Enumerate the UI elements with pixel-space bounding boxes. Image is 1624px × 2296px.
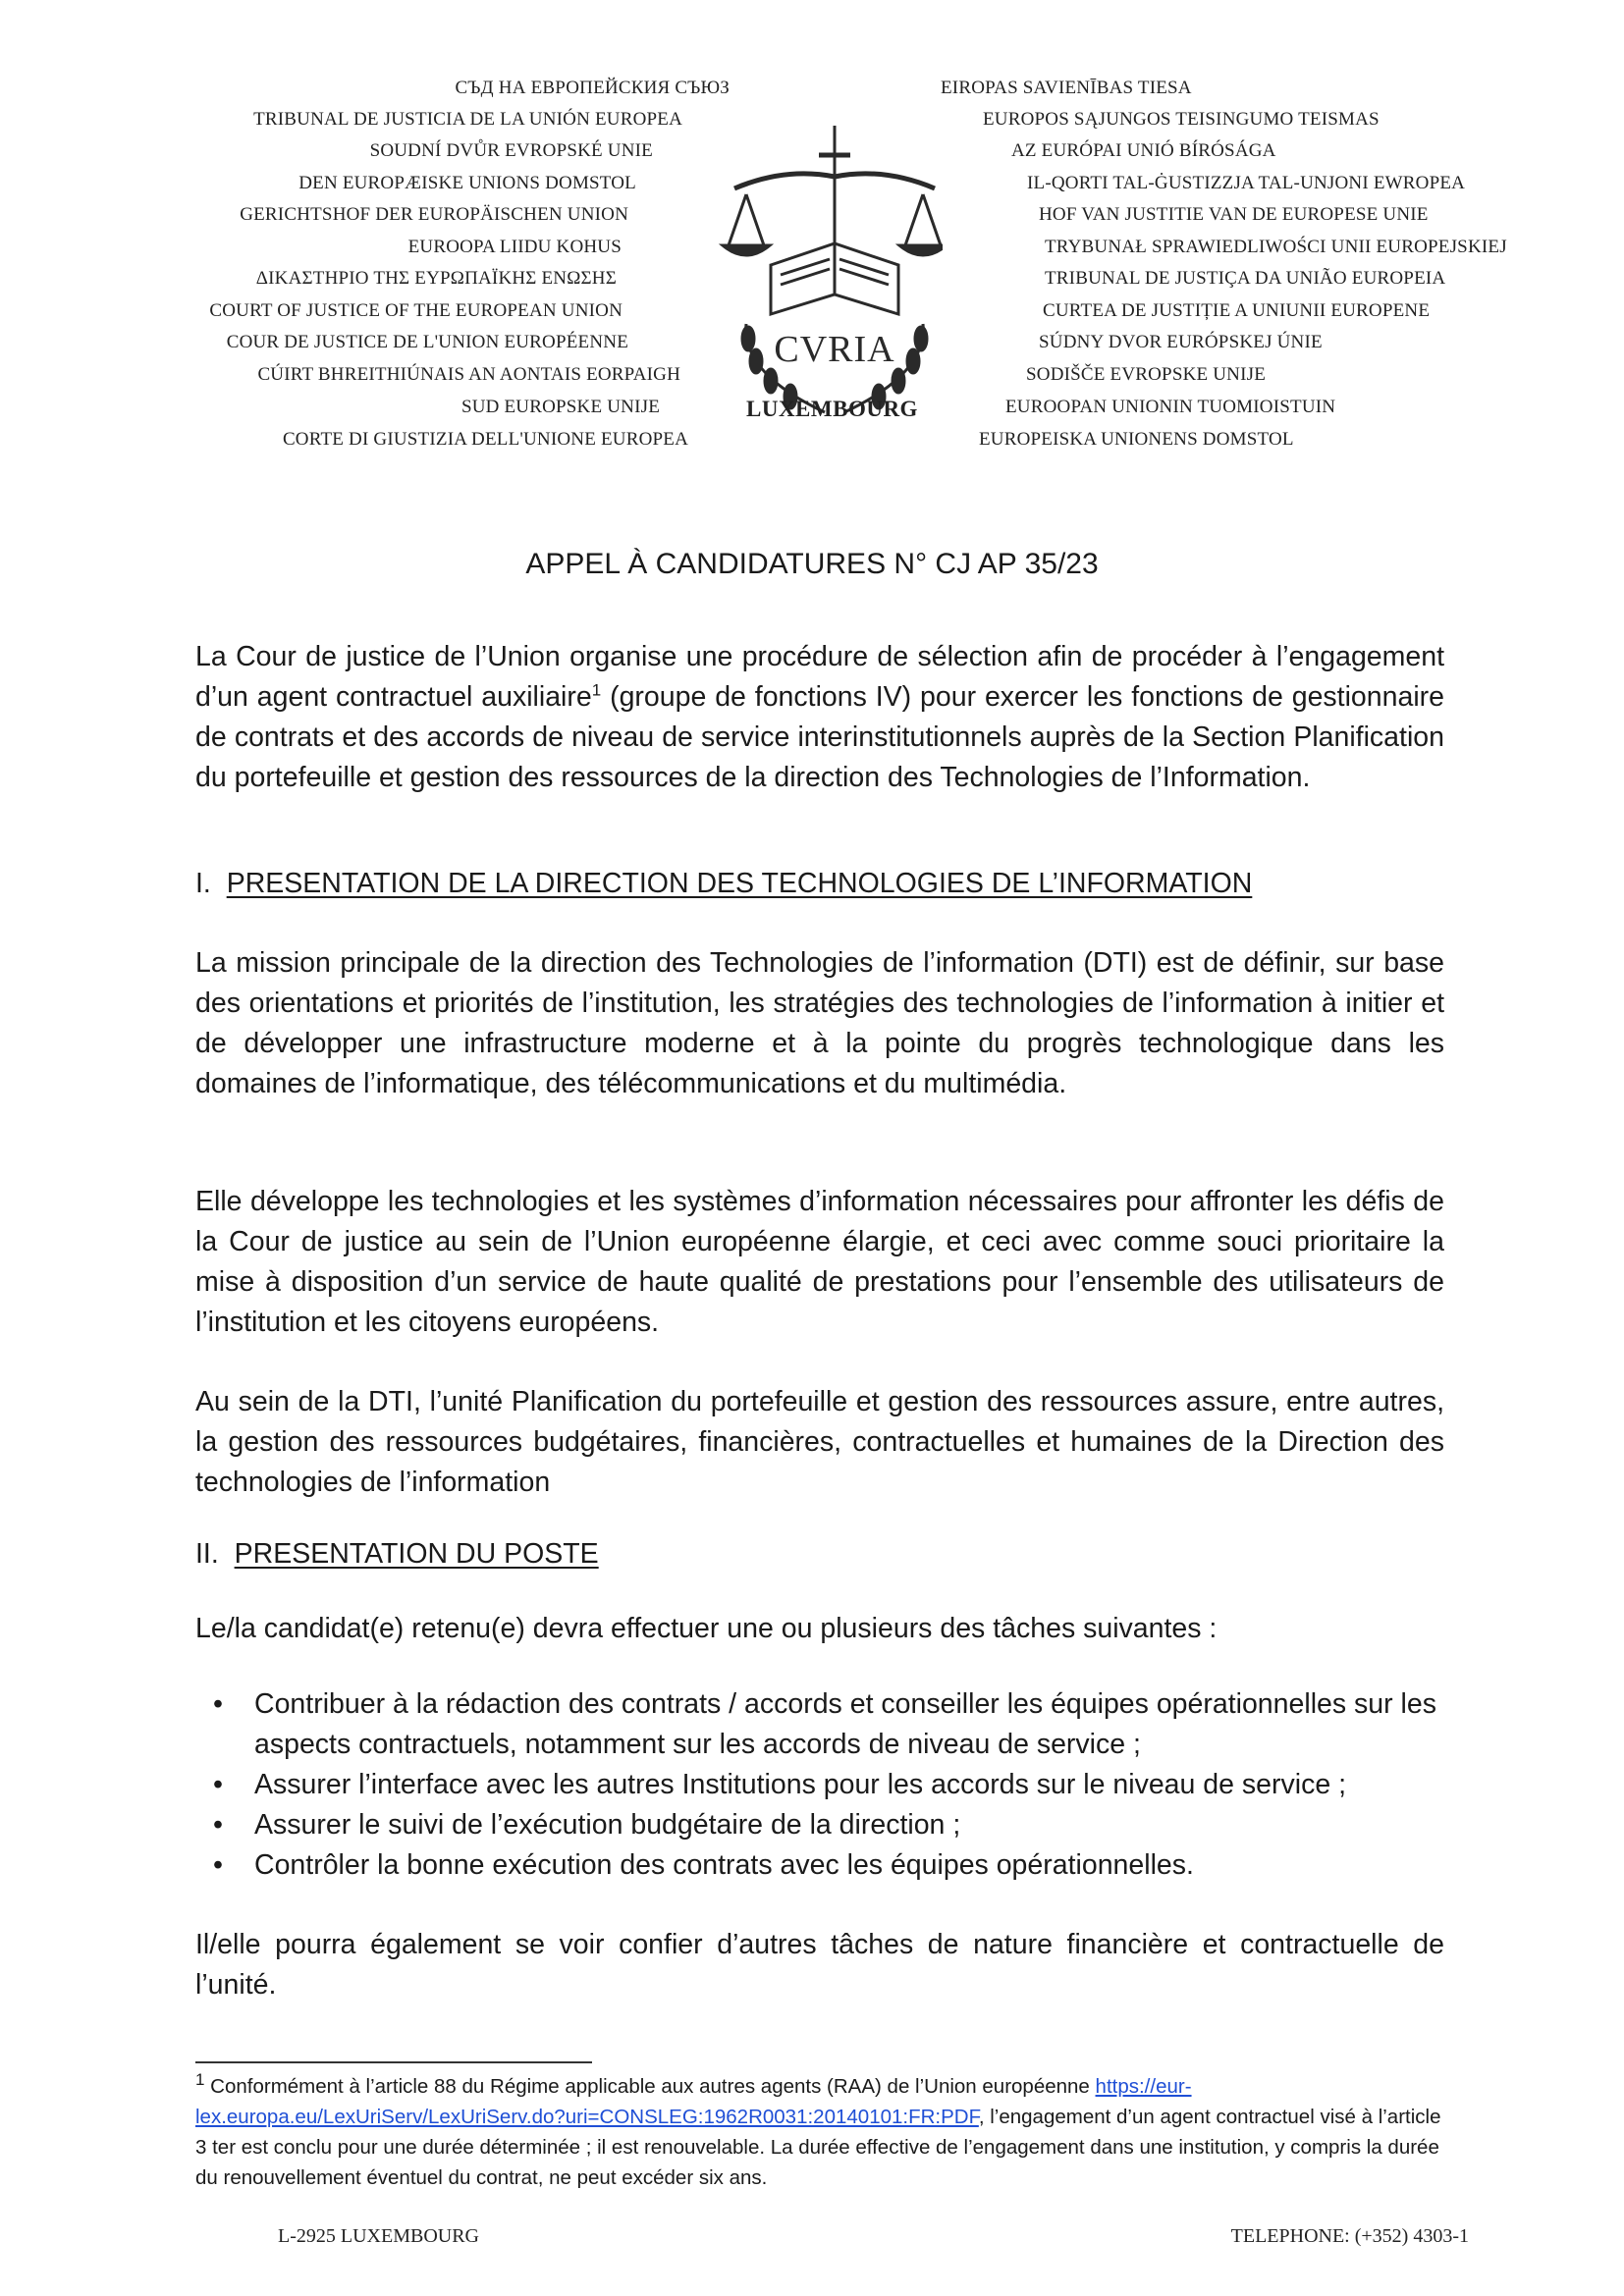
task-text: Contribuer à la rédaction des contrats / accords et conseiller les équipes opérationnelles sur les aspects contractuels, notamment sur les accords de niveau de service ;: [254, 1688, 1436, 1760]
letterhead-line: EUROPOS SĄJUNGOS TEISINGUMO TEISMAS: [983, 109, 1380, 130]
section-title: PRESENTATION DE LA DIRECTION DES TECHNOLOGIES DE L’INFORMATION: [226, 868, 1253, 899]
letterhead-line: COUR DE JUSTICE DE L'UNION EUROPÉENNE: [226, 332, 628, 352]
task-intro: Le/la candidat(e) retenu(e) devra effectuer une ou plusieurs des tâches suivantes :: [195, 1613, 1218, 1644]
letterhead-line: EUROOPA LIIDU KOHUS: [407, 237, 622, 257]
footnote: [195, 2071, 1444, 2193]
letterhead-city: LUXEMBOURG: [746, 397, 918, 421]
footnote-link[interactable]: https://eur-lex.europa.eu/LexUriServ/LexUriServ.do?uri=CONSLEG:1962R0031:20140101:FR:PDF: [195, 2075, 1192, 2128]
list-item: [195, 1845, 1444, 1886]
logo-text: CVRIA: [774, 329, 895, 370]
page-title: APPEL À CANDIDATURES N° CJ AP 35/23: [525, 548, 1099, 580]
list-item: [195, 1805, 1444, 1845]
letterhead-line: EIROPAS SAVIENĪBAS TIESA: [941, 78, 1192, 98]
letterhead-line: TRIBUNAL DE JUSTICIA DE LA UNIÓN EUROPEA: [253, 109, 682, 130]
letterhead-line: AZ EURÓPAI UNIÓ BÍRÓSÁGA: [1011, 140, 1276, 161]
letterhead-line: СЪД НА ЕВРОПЕЙСКИЯ СЪЮЗ: [455, 78, 730, 98]
letterhead-line: COURT OF JUSTICE OF THE EUROPEAN UNION: [209, 300, 623, 321]
letterhead-line: CÚIRT BHREITHIÚNAIS AN AONTAIS EORPAIGH: [257, 364, 680, 385]
footnote-reference[interactable]: 1: [591, 680, 602, 700]
intro-paragraph: [195, 637, 1444, 798]
letterhead-line: GERICHTSHOF DER EUROPÄISCHEN UNION: [240, 204, 628, 225]
footnote-number: 1: [195, 2070, 205, 2090]
letterhead-line: CURTEA DE JUSTIȚIE A UNIUNII EUROPENE: [1043, 300, 1431, 321]
list-item: [195, 1765, 1444, 1805]
letterhead-line: ΔΙΚΑΣΤΗΡΙΟ ΤΗΣ ΕΥΡΩΠΑΪΚΗΣ ΕΝΩΣΗΣ: [255, 268, 617, 289]
body-paragraph: La mission principale de la direction des Technologies de l’information (DTI) est de définir, sur base des orientations et priorités de l’institution, les stratégies des technologies de l’information à initier et de développer une infrastructure moderne et à la pointe du progrès technologique dans les domaines de l’informatique, des télécommunications et du multimédia.: [195, 947, 1444, 1099]
footnote-divider: [195, 2061, 592, 2063]
bullet-icon: •: [213, 1688, 223, 1720]
letterhead-line: SUD EUROPSKE UNIJE: [460, 397, 660, 417]
bullet-icon: •: [213, 1769, 223, 1800]
letterhead-line: CORTE DI GIUSTIZIA DELL'UNIONE EUROPEA: [282, 429, 688, 450]
list-item: [195, 1684, 1444, 1765]
letterhead-line: DEN EUROPÆISKE UNIONS DOMSTOL: [298, 173, 636, 193]
section-number: I.: [195, 868, 211, 899]
section-number: II.: [195, 1538, 219, 1570]
task-text: Assurer le suivi de l’exécution budgétaire de la direction ;: [254, 1809, 961, 1841]
letterhead-line: EUROPEISKA UNIONENS DOMSTOL: [979, 429, 1294, 450]
court-emblem-icon: [717, 118, 943, 442]
letterhead-line: EUROOPAN UNIONIN TUOMIOISTUIN: [1005, 397, 1336, 417]
task-text: Assurer l’interface avec les autres Institutions pour les accords sur le niveau de service ;: [254, 1769, 1347, 1800]
footer-phone: TELEPHONE: (+352) 4303-1: [1230, 2225, 1469, 2247]
intro-text-continued: (groupe de fonctions IV) pour exercer les fonctions de gestionnaire de contrats et des accords de niveau de service interinstitutionnels auprès de la Section Planification du portefeuille et gestion des ressources de la direction des Technologies de l’Information.: [195, 681, 1444, 793]
bullet-icon: •: [213, 1809, 223, 1841]
letterhead-line: HOF VAN JUSTITIE VAN DE EUROPESE UNIE: [1039, 204, 1429, 225]
letterhead-line: TRIBUNAL DE JUSTIÇA DA UNIÃO EUROPEIA: [1045, 268, 1446, 289]
task-list: [195, 1684, 1444, 1886]
letterhead-line: IL-QORTI TAL-ĠUSTIZZJA TAL-UNJONI EWROPEA: [1027, 173, 1466, 193]
letterhead-line: SOUDNÍ DVŮR EVROPSKÉ UNIE: [369, 140, 653, 161]
footnote-text-continued: , l’engagement d’un agent contractuel visé à l’article 3 ter est conclu pour une durée déterminée ; il est renouvelable. La durée effective de l’engagement dans une institution, y compris la durée du renouvellement éventuel du contrat, ne peut excéder six ans.: [195, 2106, 1441, 2189]
footnote-text: Conformément à l’article 88 du Régime applicable aux autres agents (RAA) de l’Union européenne: [204, 2075, 1096, 2098]
letterhead-line: TRYBUNAŁ SPRAWIEDLIWOŚCI UNII EUROPEJSKIEJ: [1045, 237, 1507, 257]
intro-text: La Cour de justice de l’Union organise une procédure de sélection afin de procéder à l’engagement d’un agent contractuel auxiliaire: [195, 641, 1444, 713]
letterhead-line: SODIŠČE EVROPSKE UNIJE: [1026, 364, 1267, 385]
body-paragraph: Au sein de la DTI, l’unité Planification du portefeuille et gestion des ressources assure, entre autres, la gestion des ressources budgétaires, financières, contractuelles et humaines de la Direction des technologies de l’information: [195, 1386, 1444, 1498]
letterhead-line: SÚDNY DVOR EURÓPSKEJ ÚNIE: [1039, 332, 1323, 352]
task-text: Contrôler la bonne exécution des contrats avec les équipes opérationnelles.: [254, 1849, 1194, 1881]
footer-address: L-2925 LUXEMBOURG: [278, 2225, 479, 2247]
section-heading: [195, 1538, 599, 1571]
section-title: PRESENTATION DU POSTE: [234, 1538, 599, 1570]
closing-paragraph: Il/elle pourra également se voir confier d’autres tâches de nature financière et contractuelle de l’unité.: [195, 1929, 1444, 2001]
bullet-icon: •: [213, 1849, 223, 1881]
body-paragraph: Elle développe les technologies et les systèmes d’information nécessaires pour affronter les défis de la Cour de justice au sein de l’Union européenne élargie, et ceci avec comme souci prioritaire la mise à disposition d’un service de haute qualité de prestations pour l’ensemble des utilisateurs de l’institution et les citoyens européens.: [195, 1186, 1444, 1338]
section-heading: [195, 868, 1252, 900]
